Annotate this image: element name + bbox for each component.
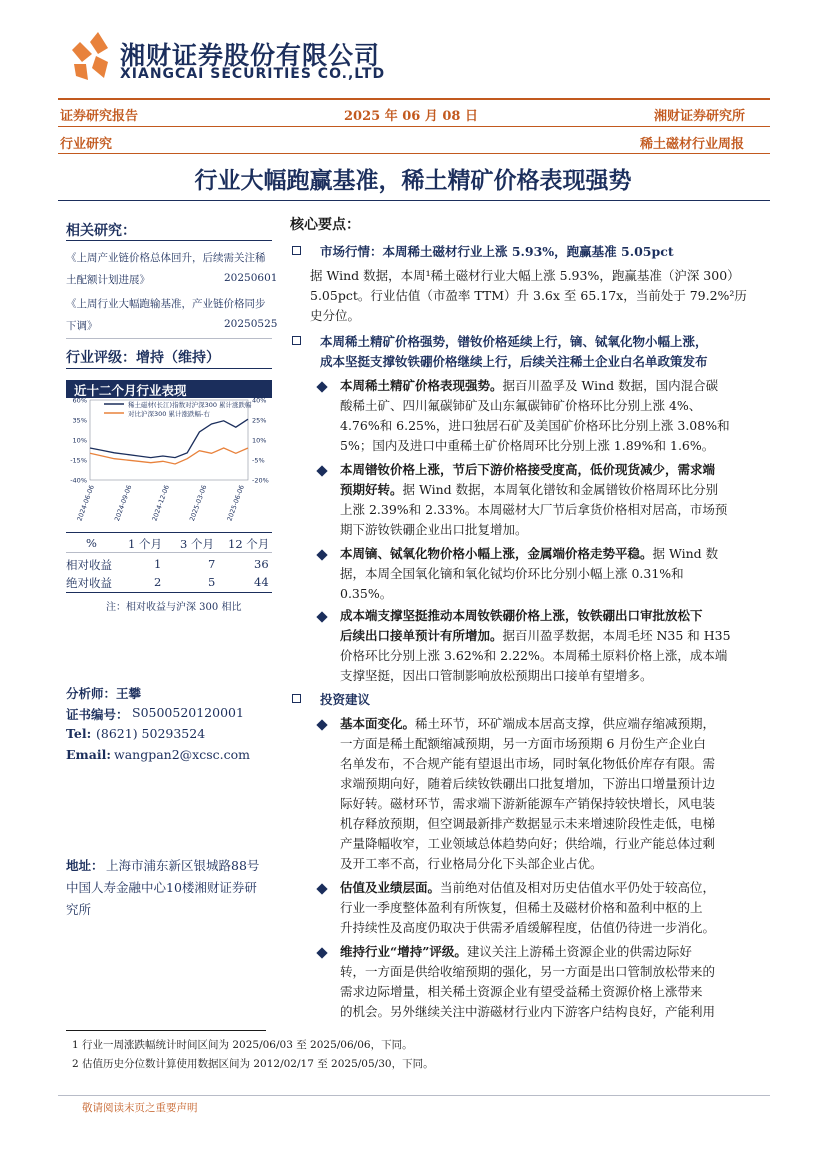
related-item-2-line1[interactable]: 《上周行业大幅跑输基准，产业链价格同步 xyxy=(66,298,266,310)
bullet-diamond-icon xyxy=(316,883,327,894)
institute-name: 湘财证券研究所 xyxy=(654,109,746,124)
bullet-5-head: 基本面变化。 xyxy=(340,716,416,731)
email-link[interactable]: wangpan2@xcsc.com xyxy=(114,747,250,762)
bullet-7-line-4: 的机会。另外继续关注中游磁材行业内下游客户结构良好，产能利用 xyxy=(340,1004,716,1019)
table-note: 注：相对收益与沪深 300 相比 xyxy=(106,602,242,613)
related-item-2-date: 20250525 xyxy=(224,318,278,330)
address-line-3: 究所 xyxy=(66,902,92,917)
bullet-4-line-3: 支撑坚挺，因出口管制影响放松预期出口接单有望增多。 xyxy=(340,668,653,683)
bullet-1-line-4: 5%；国内及进口中重稀土矿价格周环比分别上涨 1.89%和 1.6%。 xyxy=(340,438,715,453)
bullet-2-line-1: 据 Wind 数据，本周氧化镨钕和金属镨钕价格周环比分别 xyxy=(402,482,719,497)
tel-value: (8621) 50293524 xyxy=(96,726,206,741)
y-tick-left: 35% xyxy=(72,416,87,425)
y-tick-right: 40% xyxy=(252,396,267,405)
bullet-4-head-1: 成本端支撑坚挺推动本周钕铁硼价格上涨，钕铁硼出口审批放松下 xyxy=(340,608,703,623)
table-header-12m: 12 个月 xyxy=(228,537,270,551)
table-header-rule xyxy=(66,552,272,553)
bullet-diamond-icon xyxy=(316,719,327,730)
address-line-2: 中国人寿金融中心10楼湘财证券研 xyxy=(66,880,257,895)
legend-label-benchmark: 对比沪深300 累计涨跌幅-右 xyxy=(128,410,210,418)
table-top-rule xyxy=(66,532,272,533)
bullet-6-line-2: 行业一季度整体盈利有所恢复，但稀土及磁材价格和盈利中枢的上 xyxy=(340,900,703,915)
footer-disclaimer[interactable]: 敬请阅读末页之重要声明 xyxy=(82,1102,198,1114)
x-tick: 2025-03-06 xyxy=(187,483,209,523)
bullet-diamond-icon xyxy=(316,465,327,476)
bullet-3-line-1: 据 Wind 数 xyxy=(652,546,719,561)
related-item-1-line1[interactable]: 《上周产业链价格总体回升，后续需关注稀 xyxy=(66,252,266,264)
bullet-3-head: 本周镝、铽氧化物价格小幅上涨，金属端价格走势平稳。 xyxy=(340,546,653,561)
report-series: 稀土磁材行业周报 xyxy=(640,137,745,152)
bullet-1-head: 本周稀土精矿价格表现强势。 xyxy=(340,378,503,393)
brand-name-en: XIANGCAI SECURITIES CO.,LTD xyxy=(120,66,386,82)
y-tick-right: -20% xyxy=(252,476,269,485)
bullet-4-line-1: 据百川盈孚数据，本周毛坯 N35 和 H35 xyxy=(502,628,731,643)
core-points-title: 核心要点： xyxy=(290,217,360,233)
legend-label-industry: 稀土磁材(长江)指数对沪深300 累计涨跌幅 xyxy=(128,401,252,409)
bullet-5-line-1: 稀土环节，环矿端成本居高支撑，供应端存缩减预期， xyxy=(415,716,716,731)
bullet-2-head-1: 本周镨钕价格上涨，节后下游价格接受度高，低价现货减少，需求端 xyxy=(340,462,716,477)
header-bottom-rule xyxy=(58,153,770,154)
table-row-2-12m: 44 xyxy=(254,575,269,589)
bullet-5-line-5: 际好转。磁材环节，需求端下游新能源车产销保持较快增长，风电装 xyxy=(340,796,716,811)
page-title: 行业大幅跑赢基准，稀土精矿价格表现强势 xyxy=(194,168,632,194)
bullet-1-line-1: 据百川盈孚及 Wind 数据，国内混合碳 xyxy=(502,378,719,393)
company-logo-icon xyxy=(68,32,116,82)
bullet-diamond-icon xyxy=(316,947,327,958)
bullet-1-line-2: 酸稀土矿、四川氟碳铈矿及山东氟碳铈矿价格环比分别上涨 4%、 xyxy=(340,398,702,413)
x-tick: 2024-09-06 xyxy=(112,483,134,523)
related-item-1-date: 20250601 xyxy=(224,272,278,284)
y-tick-right: 10% xyxy=(252,436,267,445)
price-heading-2: 成本坚挺支撑钕铁硼价格继续上行，后续关注稀土企业白名单政策发布 xyxy=(320,354,708,369)
bullet-7-line-1: 建议关注上游稀土资源企业的供需边际好 xyxy=(466,944,692,959)
bullet-5-line-3: 名单发布，不合规产能有望退出市场，同时氧化物低价库存有限。需 xyxy=(340,756,716,771)
analyst-name: 分析师：王攀 xyxy=(66,686,142,701)
bullet-5-line-7: 产量降幅收窄，工业领域总体趋势向好；供给端，行业产能总体过剩 xyxy=(340,836,716,851)
tel-label: Tel: xyxy=(66,726,92,741)
related-item-1-line2[interactable]: 土配额计划进展》 xyxy=(66,274,150,286)
bullet-6-line-1: 当前绝对估值及相对历史估值水平仍处于较高位， xyxy=(440,880,716,895)
bullet-7-line-2: 转，一方面是供给收缩预期的强化，另一方面是出口管制放松带来的 xyxy=(340,964,716,979)
related-item-2-line2[interactable]: 下调》 xyxy=(66,320,98,332)
table-row-1-12m: 36 xyxy=(254,557,269,571)
y-tick-left: -40% xyxy=(70,476,87,485)
market-heading: 市场行情：本周稀土磁材行业上涨 5.93%，跑赢基准 5.05pct xyxy=(320,244,674,259)
footnote-2: 2 估值历史分位数计算使用数据区间为 2012/02/17 至 2025/05/30，下同。 xyxy=(72,1058,434,1070)
table-bottom-rule xyxy=(66,592,272,593)
table-row-1-1m: 1 xyxy=(154,557,162,571)
x-tick: 2024-12-06 xyxy=(150,483,171,523)
table-row-2-label: 绝对收益 xyxy=(66,576,112,590)
checkbox-icon xyxy=(292,694,301,703)
y-tick-left: -15% xyxy=(70,456,87,465)
bullet-3-line-3: 0.35%。 xyxy=(340,586,393,601)
footnote-rule xyxy=(66,1030,266,1031)
footnote-1: 1 行业一周涨跌幅统计时间区间为 2025/06/03 至 2025/06/06，下同。 xyxy=(72,1039,413,1051)
price-heading-1: 本周稀土精矿价格强势，镨钕价格延续上行，镝、铽氧化物小幅上涨， xyxy=(320,334,708,349)
bullet-2-line-3: 期下游钕铁硼企业出口批复增加。 xyxy=(340,522,528,537)
email-label: Email: xyxy=(66,747,111,762)
table-row-1-label: 相对收益 xyxy=(66,558,112,572)
x-tick: 2024-06-06 xyxy=(75,483,96,523)
market-line-2: 5.05pct。行业估值（市盈率 TTM）升 3.6x 至 65.17x，当前处于 79.2%²历 xyxy=(310,288,747,303)
bullet-2-head-2: 预期好转。 xyxy=(340,482,403,497)
y-tick-right: 25% xyxy=(252,416,267,425)
table-row-2-1m: 2 xyxy=(154,575,162,589)
related-bottom-rule xyxy=(66,338,272,339)
title-rule xyxy=(58,200,770,201)
report-date: 2025 年 06 月 08 日 xyxy=(344,109,478,124)
bullet-2-line-2: 上涨 2.39%和 2.33%。本周磁材大厂节后拿货价格相对居高，市场预 xyxy=(340,502,728,517)
table-row-1-3m: 7 xyxy=(208,557,216,571)
checkbox-icon xyxy=(292,336,301,345)
cert-value: S0500520120001 xyxy=(132,705,244,720)
rating-rule xyxy=(66,368,272,369)
industry-rating: 行业评级：增持（维持） xyxy=(66,350,220,366)
y-tick-left: 10% xyxy=(72,436,87,445)
table-header-3m: 3 个月 xyxy=(180,537,214,551)
bullet-7-head: 维持行业“增持”评级。 xyxy=(340,944,467,959)
y-tick-left: 60% xyxy=(72,396,87,405)
market-line-1: 据 Wind 数据，本周¹稀土磁材行业大幅上涨 5.93%，跑赢基准（沪深 300） xyxy=(310,268,740,283)
report-category: 行业研究 xyxy=(60,137,113,152)
related-heading: 相关研究： xyxy=(66,223,136,239)
header-mid-rule xyxy=(58,126,770,127)
cert-label: 证书编号： xyxy=(66,707,129,722)
bullet-6-line-3: 升持续性及高度仍取决于供需矛盾缓解程度，估值仍待进一步消化。 xyxy=(340,920,716,935)
bullet-4-head-2: 后续出口接单预计有所增加。 xyxy=(340,628,503,643)
invest-heading: 投资建议 xyxy=(320,692,371,707)
chart-title: 近十二个月行业表现 xyxy=(74,383,187,398)
report-type: 证券研究报告 xyxy=(60,109,139,124)
y-tick-right: -5% xyxy=(252,456,265,465)
bullet-diamond-icon xyxy=(316,549,327,560)
bullet-diamond-icon xyxy=(316,611,327,622)
bullet-5-line-4: 求端预期向好，随着后续钕铁硼出口批复增加，下游出口增量预计边 xyxy=(340,776,716,791)
table-header-1m: 1 个月 xyxy=(128,537,162,551)
address-line-1: 上海市浦东新区银城路88号 xyxy=(106,858,260,873)
market-line-3: 史分位。 xyxy=(310,308,361,323)
brand-name-cn: 湘财证券股份有限公司 xyxy=(120,41,381,70)
table-header-pct: % xyxy=(86,536,97,550)
related-rule xyxy=(66,240,272,241)
x-tick: 2025-06-06 xyxy=(225,483,246,523)
address-label: 地址： xyxy=(66,858,104,873)
performance-chart xyxy=(66,398,280,530)
bullet-3-line-2: 据，本周全国氧化镝和氧化铽均价环比分别小幅上涨 0.31%和 xyxy=(340,566,684,581)
table-row-2-3m: 5 xyxy=(208,575,216,589)
footer-rule xyxy=(58,1095,770,1096)
bullet-6-head: 估值及业绩层面。 xyxy=(340,880,441,895)
bullet-4-line-2: 价格环比分别上涨 3.62%和 2.22%。本周稀土原料价格上涨，成本端 xyxy=(340,648,728,663)
bullet-1-line-3: 4.76%和 6.25%，进口独居石矿及美国矿价格环比分别上涨 3.08%和 xyxy=(340,418,730,433)
header-top-rule xyxy=(58,98,770,100)
bullet-5-line-6: 机存释放预期，但空调最新排产数据显示未来增速阶段性走低，电梯 xyxy=(340,816,716,831)
bullet-7-line-3: 需求边际增量，相关稀土资源企业有望受益稀土资源价格上涨带来 xyxy=(340,984,703,999)
bullet-5-line-2: 一方面是稀土配额缩减预期，另一方面市场预期 6 月份生产企业白 xyxy=(340,736,706,751)
bullet-diamond-icon xyxy=(316,381,327,392)
bullet-5-line-8: 及开工率不高，行业格局分化下头部企业占优。 xyxy=(340,856,603,871)
checkbox-icon xyxy=(292,246,301,255)
